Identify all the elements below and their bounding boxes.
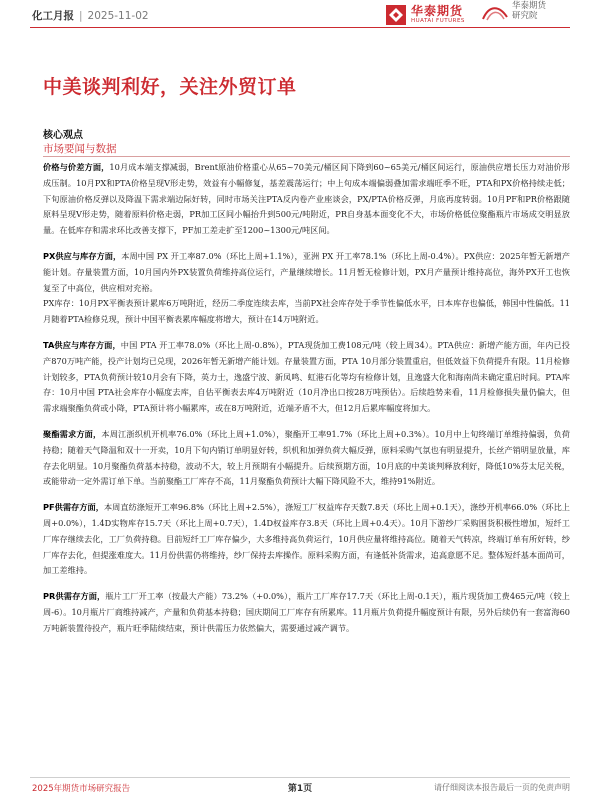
huatai-logo-icon (385, 4, 407, 26)
paragraph-lead: PR供需存方面， (43, 591, 106, 602)
page-number: 第1页 (287, 784, 313, 794)
paragraph-text: PX库存：10月PX平衡表预计累库6万吨附近，经历二季度连续去库，当前PX社会库存处于季节性偏低水平，日本库存也偏低，韩国中性偏低。11月随着PTA检修兑现，预计中国平衡表累库幅度将增大，预计在14万吨附近。 (43, 298, 570, 325)
paragraph-lead: TA供应与库存方面， (43, 339, 121, 350)
paragraph-pf-supply-demand (43, 500, 570, 579)
brand-name-en: HUATAI FUTURES (411, 18, 465, 25)
paragraph-text: 本周中国 PX 开工率87.0%（环比上周+1.1%），亚洲 PX 开工率78.1%（环比上周-0.4%）。PX供应：2025年暂无新增产能计划。存量装置方面，10月国内外PX装置负荷维持高位运行，产量继续增长。11月暂无检修计划，PX月产量预计维持高位，海外PX开工也恢复至了中高位，供应相对充裕。 (43, 250, 570, 293)
paragraph-lead: PX供应与库存方面， (43, 250, 122, 261)
subheading-divider (43, 156, 570, 157)
paragraph-lead: 价格与价差方面， (43, 162, 110, 172)
paragraph-text: 10月成本端支撑减弱，Brent原油价格重心从65~70美元/桶区间下降到60~65美元/桶区间运行，原油供应增长压力对油价形成压制。10月PX和PTA价格呈现V形走势，效益有小幅修复，基差震荡运行；中上旬成本端偏弱叠加需求端旺季不旺，PTA和PX价格持续走低；下旬原油价格反弹以及降温下需求端边际好转，同时市场关注PTA反内卷产业座谈会，PX/PTA价格反弹，月底再度转弱。10月PF和PR价格跟随原料呈现V形走势，随着原料价格走弱，PR加工区间小幅抬升到500元/吨附近，PR自身基本面变化不大，市场价格低位聚酯瓶片市场成交明显放量。在低库存和需求环比改善支撑下，PF加工差走扩至1200~1300元/吨区间。 (43, 162, 570, 236)
paragraph-px-inventory (43, 296, 570, 328)
report-date: 2025-11-02 (87, 10, 149, 22)
paragraph-lead: 聚酯需求方面， (43, 428, 102, 439)
section-heading: 核心观点 (43, 130, 83, 141)
huatai-futures-logo (385, 4, 465, 26)
paragraph-px-supply (43, 249, 570, 296)
paragraph-pr-supply-demand (43, 589, 570, 636)
header-separator: | (79, 10, 83, 22)
paragraph-price-spread (43, 160, 570, 239)
paragraph-text: 中国 PTA 开工率78.0%（环比上周-0.8%），PTA现货加工费108元/吨（较上周34）。PTA供应：新增产能方面，年内已投产870万吨产能，投产计划均已兑现，2026年暂无新增产能计划。存量装置方面，PTA 10月部分装置重启，但低效益下负荷提升有限。11月检修计划较多，PTA负荷预计较10月会有下降，英力士，逸盛宁波、新凤鸣、虹港石化等均有检修计划，且逸盛大化和海南尚未确定重启时间。PTA库存：10月中国 PTA社会库存小幅度去库，自估平衡表去库4万吨附近（10月净出口按28万吨预估）。后续趋势来看，11月检修损失量仍偏大，但需求端聚酯负荷或小降，PTA预计将小幅累库，或在8万吨附近，近端矛盾不大，但12月后累库幅度将加大。 (43, 339, 570, 414)
paragraph-text: 瓶片工厂开工率（按最大产能）73.2%（+0.0%），瓶片工厂库存17.7天（环比上周-0.1天），瓶片现货加工费465元/吨（较上周-6）。10月瓶片厂商维持减产，产量和负荷基本持稳；国庆期间工厂库存有所累库。11月瓶片负荷提升幅度预计有限，另外后续仍有一套富海60万吨新装置待投产，瓶片旺季陆续结束，预计供需压力依然偏大，需要通过减产调节。 (43, 591, 570, 633)
research-institute-logo (482, 2, 546, 22)
report-type: 化工月报 (32, 10, 74, 22)
footer-report-name: 2025年期货市场研究报告 (32, 784, 131, 794)
paragraph-lead: PF供需存方面， (43, 502, 104, 513)
institute-logo-icon (482, 2, 508, 22)
report-body (43, 160, 570, 647)
paragraph-ta-supply (43, 338, 570, 417)
paragraph-text: 本周江浙织机开机率76.0%（环比上周+1.0%），聚酯开工率91.7%（环比上周+0.3%）。10月中上旬终端订单维持偏弱，负荷持稳；随着天气降温和双十一开卖，10月下旬内销订单明显好转，织机和加弹负荷大幅反弹，原料采购气氛也有明显提升，长丝产销明显放量，库存去化明显。10月聚酯负荷基本持稳，波动不大，较上月预期有小幅提升。后续预期方面，10月底的中美谈判释放利好，降低10%芬太尼关税，或能带动一定外需订单下单。当前聚酯工厂库存不高，11月聚酯负荷预计大幅下降风险不大，维持91%附近。 (43, 428, 570, 487)
footer-disclaimer-note: 请仔细阅读本报告最后一页的免责声明 (434, 783, 570, 792)
paragraph-polyester-demand (43, 427, 570, 490)
paragraph-text: 本周直纺涤短开工率96.8%（环比上周+2.5%），涤短工厂权益库存天数7.8天（环比上周+0.1天），涤纱开机率66.0%（环比上周+0.0%），1.4D实物库存15.7天（环比上周+0.7天），1.4D权益库存3.8天（环比上周+0.4天）。10月下游纱厂采购围货积极性增加，短纤工厂库存继续去化，工厂负荷持稳。目前短纤工厂库存偏少，大多维持高负荷运行，10月供应量将维持高位。随着天气转凉，终端订单有所好转，纱厂库存去化，但提涨难度大。11月份供需仍将维持，纱厂保持去库操作。原料采购方面，有逢低补货需求，追高意愿不足。整体短纤基本面尚可，加工差维持。 (43, 502, 570, 576)
report-title: 中美谈判利好，关注外贸订单 (43, 76, 297, 98)
report-header-meta (32, 8, 149, 23)
institute-line-1: 华泰期货 (512, 1, 547, 12)
brand-name-cn: 华泰期货 (411, 4, 464, 19)
institute-line-2: 研究院 (512, 11, 538, 21)
footer-divider (30, 777, 570, 778)
header-divider (30, 27, 570, 28)
section-subheading: 市场要闻与数据 (43, 143, 117, 155)
